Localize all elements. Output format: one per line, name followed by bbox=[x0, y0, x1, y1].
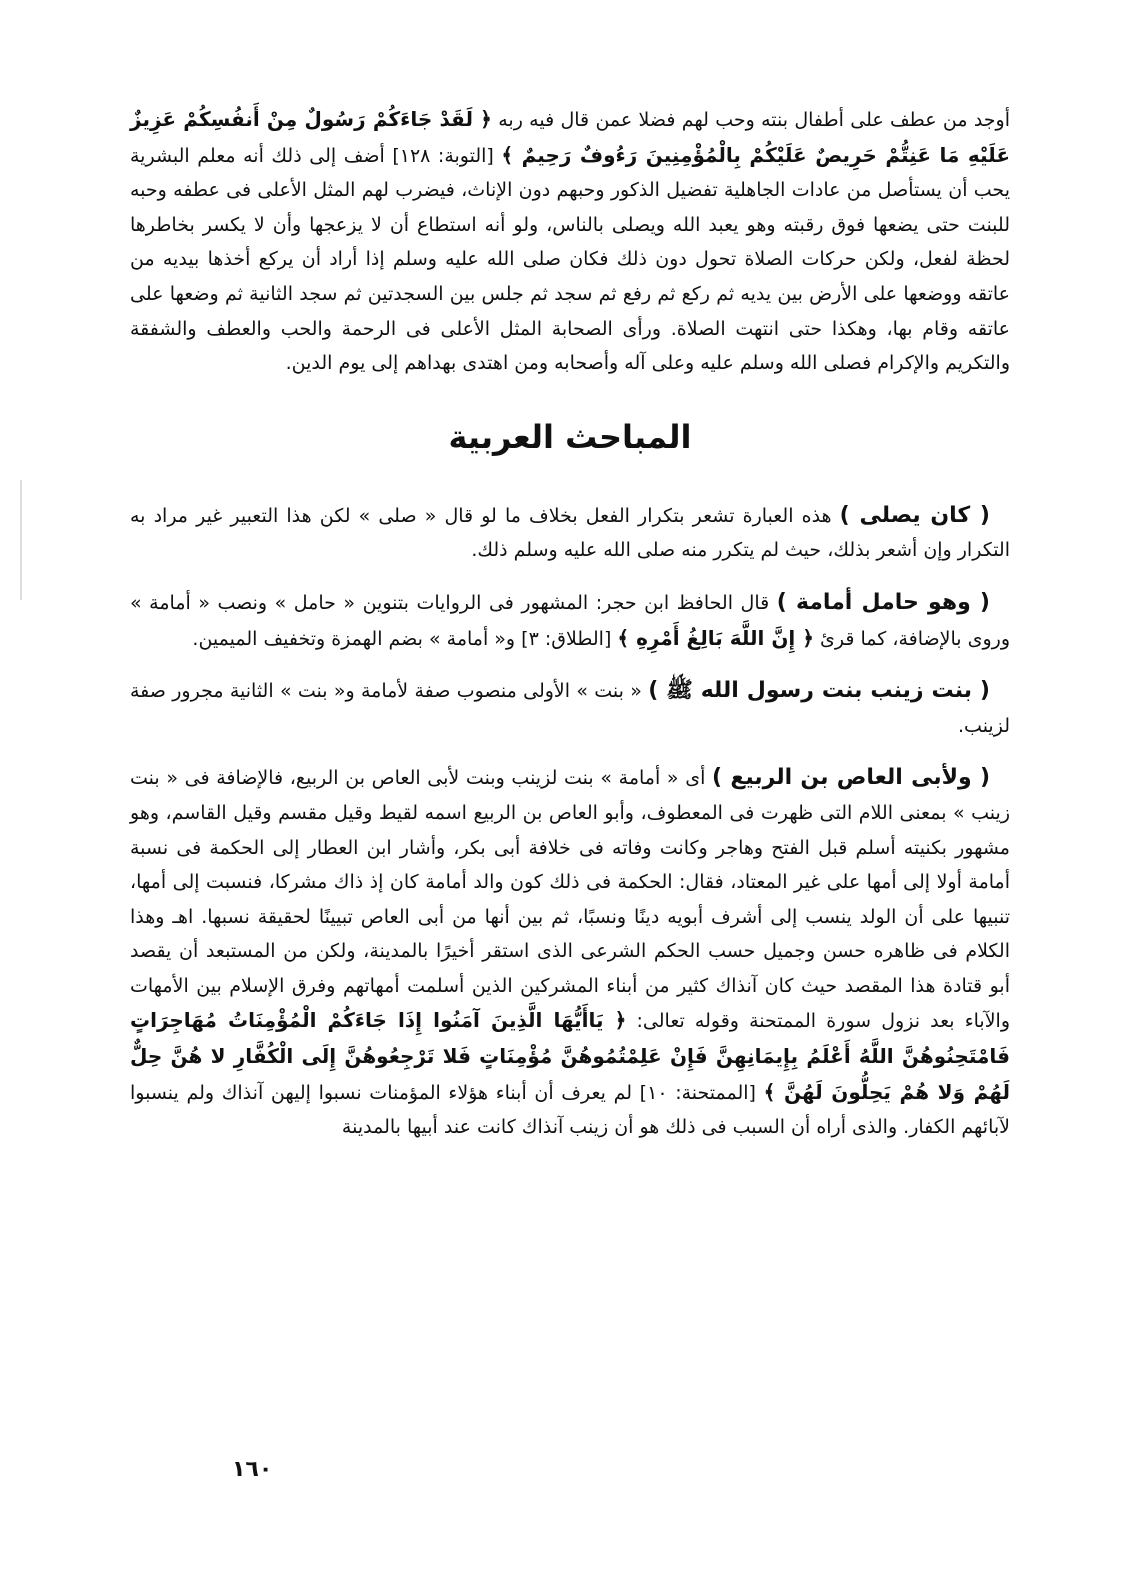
section-hamil-umama bbox=[130, 586, 1010, 656]
intro-text-part1: أوجد من عطف على أطفال بنته وحب لهم فضلا عمن قال فيه ربه bbox=[498, 109, 1010, 131]
section-text: « بنت » الأولى منصوب صفة لأمامة و« بنت » الثانية مجرور صفة لزينب. bbox=[130, 680, 1010, 737]
page-number: ١٦٠ bbox=[232, 1457, 273, 1482]
section-abi-al-as bbox=[130, 761, 1010, 1145]
section-heading: المباحث العربية bbox=[448, 417, 692, 456]
section-text-part1: أى « أمامة » بنت لزينب وبنت لأبى العاص بن الربيع، فالإضافة فى « بنت زينب » بمعنى اللام التى ظهرت فى المعطوف، وأبو العاص بن الربيع اسمه لقيط وقيل مقسم وقيل القاسم، وهو مشهور بكنيته أسلم قبل الفتح وهاجر وكانت وفاته فى خلافة أبى بكر، وأشار ابن العطار إلى الحكمة فى نسبة أمامة أولا إلى أمها على غير المعتاد، فقال: الحكمة فى ذلك كون والد أمامة كان إذ ذاك مشركا، فنسبت إلى أمها، تنبيها على أن الولد ينسب إلى أشرف أبويه دينًا ونسبًا، ثم بين أنها من أبى العاص تبيينًا لحقيقة نسبها. اهـ وهذا الكلام فى ظاهره حسن وجميل حسب الحكم الشرعى الذى استقر أخيرًا بالمدينة، ولكن من المستبعد أن يقصد أبو قتادة هذا المقصد حيث كان آنذاك كثير من أبناء المشركين الذين أسلمت أمهاتهم وفرق الإسلام بين الأمهات والآباء بعد نزول سورة الممتحنة وقوله تعالى: bbox=[130, 767, 1010, 1033]
quran-verse-tawbah: ﴿ لَقَدْ جَاءَكُمْ رَسُولٌ مِنْ أَنفُسِكُمْ عَزِيزٌ عَلَيْهِ مَا عَنِتُّمْ حَرِيصٌ عَلَيْكُمْ بِالْمُؤْمِنِينَ رَءُوفٌ رَحِيمٌ ﴾ bbox=[130, 107, 1010, 167]
quran-verse-talaq: ﴿ إِنَّ اللَّهَ بَالِغُ أَمْرِهِ ﴾ bbox=[617, 625, 814, 650]
section-kan-yusalli bbox=[130, 499, 1010, 568]
term-abi-al-as: ( ولأبى العاص بن الربيع ) bbox=[712, 765, 990, 791]
section-text: هذه العبارة تشعر بتكرار الفعل بخلاف ما لو قال « صلى » لكن هذا التعبير غير مراد به التكرار وإن أشعر بذلك، حيث لم يتكرر منه صلى الله عليه وسلم ذلك. bbox=[130, 504, 1010, 562]
section-text-part1: قال الحافظ ابن حجر: المشهور فى الروايات بتنوين « حامل » ونصب « أمامة » وروى بالإضافة، كما قرئ bbox=[130, 591, 1010, 650]
scan-edge-mark bbox=[20, 480, 22, 600]
section-text-part2: [الطلاق: ٣] و« أمامة » بضم الهمزة وتخفيف الميمين. bbox=[192, 627, 612, 650]
term-bint-zaynab: ( بنت زينب بنت رسول الله ﷺ ) bbox=[648, 678, 990, 704]
term-hamil-umama: ( وهو حامل أمامة ) bbox=[776, 589, 990, 615]
intro-text-part2: [التوبة: ١٢٨] أضف إلى ذلك أنه معلم البشرية يحب أن يستأصل من عادات الجاهلية تفضيل الذكور وحبهم دون الإناث، فيضرب لهم المثل الأعلى فى عطفه وحبه للبنت حتى يضعها فوق رقبته وهو يعبد الله ويصلى بالناس، ولو أنه استطاع أن لا يزعجها وأن لا يكسر بخاطرها لحظة لفعل، ولكن حركات الصلاة تحول دون ذلك فكان صلى الله عليه وسلم إذا أراد أن يركع أخذها بيديه من عاتقه ووضعها على الأرض بين يديه ثم ركع ثم رفع ثم سجد ثم جلس بين السجدتين ثم سجد الثانية ثم وضعها على عاتقه وقام بها، وهكذا حتى انتهت الصلاة. ورأى الصحابة المثل الأعلى فى الرحمة والحب والعطف والشفقة والتكريم والإكرام فصلى الله وسلم عليه وعلى آله وأصحابه ومن اهتدى بهداهم إلى يوم الدين. bbox=[130, 144, 1010, 375]
section-bint-zaynab bbox=[130, 674, 1010, 743]
intro-paragraph bbox=[130, 102, 1010, 381]
section-text-part2: [الممتحنة: ١٠] لم يعرف أن أبناء هؤلاء المؤمنات نسبوا إليهن آنذاك ولم ينسبوا لآبائهم الكفار. والذى أراه أن السبب فى ذلك هو أن زينب آنذاك كانت عند أبيها بالمدينة bbox=[130, 1081, 1010, 1139]
page-content bbox=[130, 102, 1010, 1163]
quran-verse-mumtahana: ﴿ يَاأَيُّهَا الَّذِينَ آمَنُوا إِذَا جَاءَكُمْ الْمُؤْمِنَاتُ مُهَاجِرَاتٍ فَامْتَحِنُوهُنَّ اللَّهُ أَعْلَمُ بِإِيمَانِهِنَّ فَإِنْ عَلِمْتُمُوهُنَّ مُؤْمِنَاتٍ فَلا تَرْجِعُوهُنَّ إِلَى الْكُفَّارِ لا هُنَّ حِلٌّ لَهُمْ وَلا هُمْ يَحِلُّونَ لَهُنَّ ﴾ bbox=[130, 1008, 1010, 1104]
term-kan-yusalli: ( كان يصلى ) bbox=[839, 502, 990, 528]
